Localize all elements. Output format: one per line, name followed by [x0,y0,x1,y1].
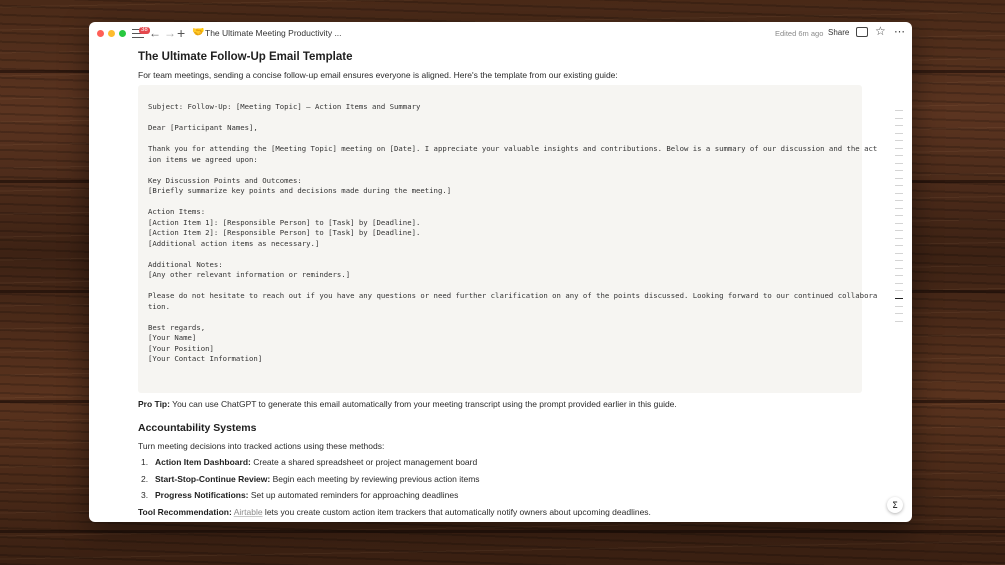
outline-tick[interactable] [895,290,903,291]
outline-tick[interactable] [895,223,903,224]
code-line: Please do not hesitate to reach out if you have any questions or need further clarification on any of the points discussed. Looking forward to our continued collabora [148,291,878,300]
outline-tick[interactable] [895,260,903,261]
more-options-icon[interactable]: ⋯ [894,26,905,38]
outline-tick[interactable] [895,200,903,201]
tool-recommendation-text: lets you create custom action item trackers that automatically notify owners about upcoming deadlines. [262,507,651,517]
pro-tip-paragraph [138,399,677,409]
outline-tick[interactable] [895,313,903,314]
maximize-window-button[interactable] [119,30,126,37]
notification-badge: 38 [141,27,148,33]
outline-tick[interactable] [895,298,903,300]
accountability-intro: Turn meeting decisions into tracked actions using these methods: [138,441,385,451]
code-line: [Action Item 2]: [Responsible Person] to [Task] by [Deadline]. [148,228,421,237]
outline-tick[interactable] [895,238,903,239]
favorite-star-icon[interactable]: ☆ [875,24,886,38]
section-heading-accountability: Accountability Systems [138,422,257,434]
code-line: [Additional action items as necessary.] [148,238,320,248]
outline-tick[interactable] [895,253,903,254]
outline-tick[interactable] [895,140,903,141]
outline-tick[interactable] [895,110,903,111]
outline-tick[interactable] [895,193,903,194]
list-item-text: Begin each meeting by reviewing previous action items [270,474,480,484]
close-window-button[interactable] [97,30,104,37]
outline-tick[interactable] [895,208,903,209]
code-line: Key Discussion Points and Outcomes: [148,175,302,185]
outline-tick[interactable] [895,268,903,269]
outline-tick[interactable] [895,230,903,231]
outline-tick[interactable] [895,155,903,156]
page-outline-scrubber[interactable] [895,110,903,328]
code-line: Best regards, [148,322,206,332]
share-button[interactable]: Share [828,28,850,37]
code-line: [Your Position] [148,343,214,353]
outline-tick[interactable] [895,148,903,149]
code-line: ion items we agreed upon: [148,154,258,164]
list-item-label: Start-Stop-Continue Review: [155,474,271,484]
list-item-text: Set up automated reminders for approaching deadlines [248,490,459,500]
list-number: 1. [141,457,149,467]
section-heading-follow-up: The Ultimate Follow-Up Email Template [138,51,353,63]
pro-tip-label: Pro Tip: [138,399,170,409]
app-window [89,22,912,522]
outline-tick[interactable] [895,321,903,322]
outline-tick[interactable] [895,283,903,284]
airtable-link[interactable]: Airtable [233,507,263,517]
code-line: Subject: Follow-Up: [Meeting Topic] – Action Items and Summary [148,102,421,111]
code-line: Additional Notes: [148,259,223,269]
ai-assistant-icon[interactable]: ⵉ [887,497,903,513]
code-line: Thank you for attending the [Meeting Topic] meeting on [Date]. I appreciate your valuable insights and contributions. Below is a summary of our discussion and the act [148,144,878,153]
outline-tick[interactable] [895,275,903,276]
comment-icon[interactable] [856,27,868,37]
code-line: [Any other relevant information or reminders.] [148,270,351,279]
page-breadcrumb-title[interactable]: The Ultimate Meeting Productivity ... [205,28,342,38]
code-line: Dear [Participant Names], [148,123,258,132]
new-page-plus-icon[interactable]: + [177,25,186,41]
outline-tick[interactable] [895,170,903,171]
tool-recommendation-paragraph [138,507,651,517]
outline-tick[interactable] [895,118,903,119]
list-item-text: Create a shared spreadsheet or project management board [250,457,478,467]
outline-tick[interactable] [895,178,903,179]
code-line: [Action Item 1]: [Responsible Person] to [Task] by [Deadline]. [148,217,421,227]
intro-paragraph: For team meetings, sending a concise follow-up email ensures everyone is aligned. Here's the template from our existing guide: [138,70,618,80]
list-item-label: Action Item Dashboard: [155,457,251,467]
list-item [138,474,480,484]
code-line: tion. [148,301,170,311]
page-emoji-icon: 🤝 [192,27,205,38]
back-arrow-icon[interactable]: ← [149,26,161,40]
outline-tick[interactable] [895,185,903,186]
list-item-label: Progress Notifications: [155,490,249,500]
code-line: [Your Contact Information] [148,354,263,363]
outline-tick[interactable] [895,215,903,216]
outline-tick[interactable] [895,125,903,126]
list-item [138,457,477,467]
outline-tick[interactable] [895,133,903,134]
list-number: 3. [141,490,149,500]
pro-tip-text: You can use ChatGPT to generate this email automatically from your meeting transcript using the prompt provided earlier in this guide. [169,399,677,409]
minimize-window-button[interactable] [108,30,115,37]
code-block[interactable] [138,85,878,393]
list-number: 2. [141,474,149,484]
outline-tick[interactable] [895,245,903,246]
forward-arrow-icon[interactable]: → [164,26,176,40]
tool-recommendation-label: Tool Recommendation: [138,507,232,517]
outline-tick[interactable] [895,163,903,164]
edited-timestamp: Edited 6m ago [775,29,824,38]
code-line: Action Items: [148,207,206,216]
code-line: [Your Name] [148,333,197,342]
outline-tick[interactable] [895,306,903,307]
list-item [138,490,458,500]
titlebar [89,22,912,44]
code-line: [Briefly summarize key points and decisions made during the meeting.] [148,186,452,195]
